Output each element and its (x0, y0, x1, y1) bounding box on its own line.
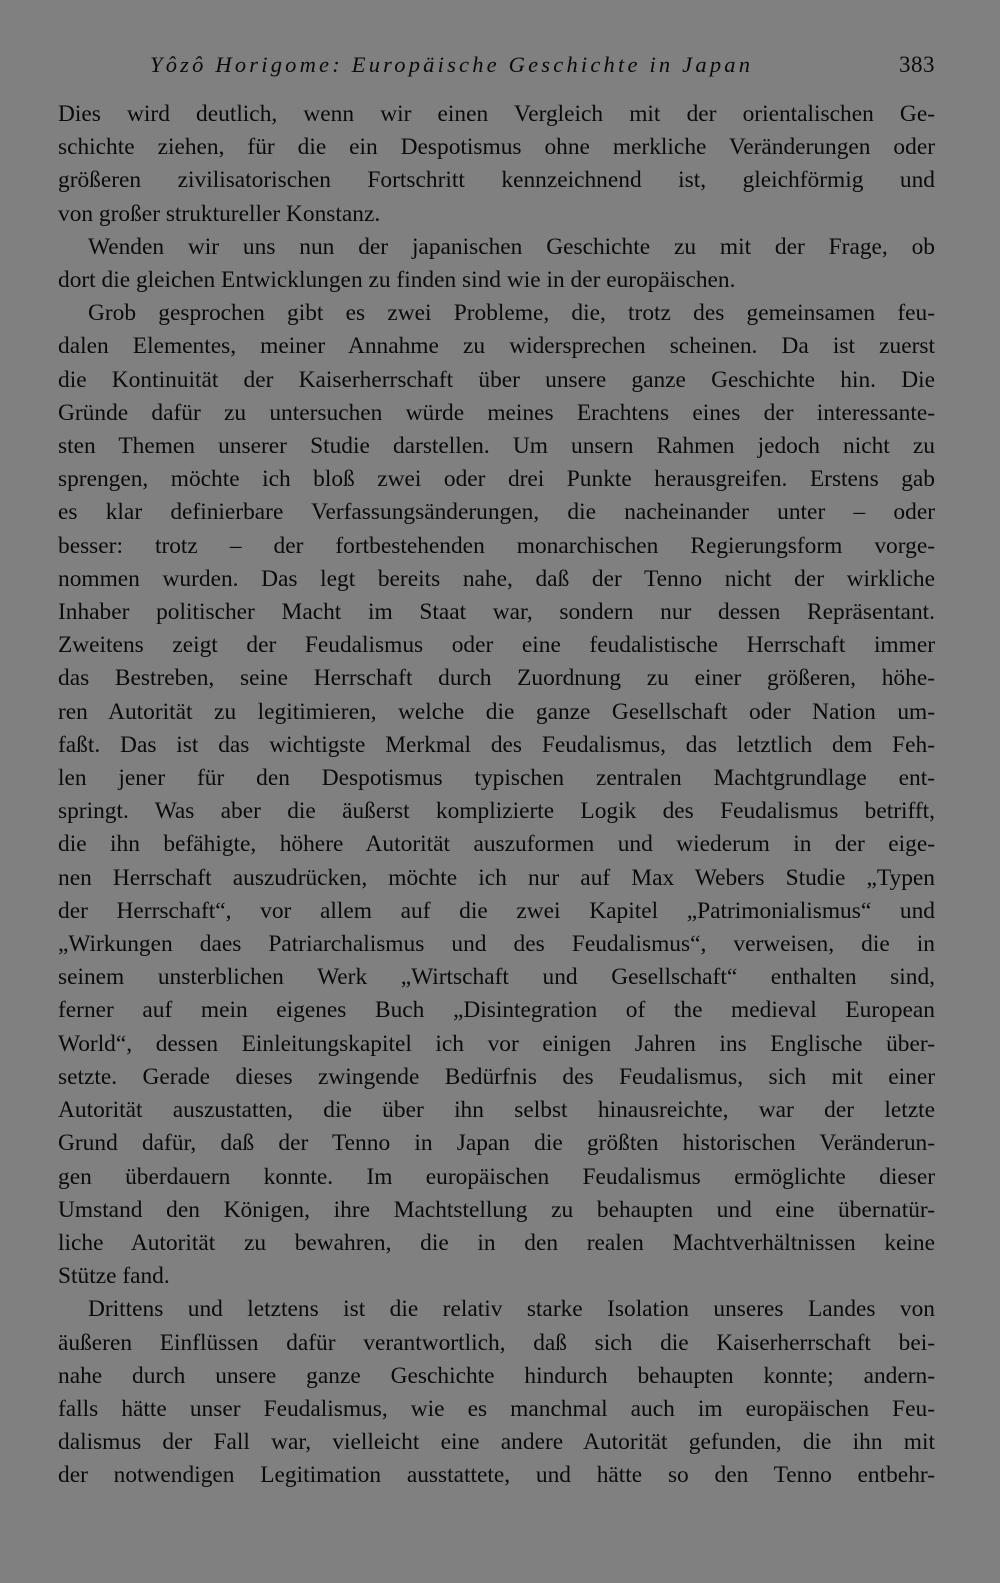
text-line: Inhaber politischer Macht im Staat war, sondern nur dessen Repräsentant. (58, 599, 935, 626)
text-line: der Herrschaft“, vor allem auf die zwei Kapitel „Patrimonialismus“ und (58, 897, 935, 924)
text-line: World“, dessen Einleitungskapitel ich vor einigen Jahren ins Englische über- (58, 1030, 935, 1057)
text-line: äußeren Einflüssen dafür verantwortlich, daß sich die Kaiserherrschaft bei- (58, 1329, 935, 1356)
page-header (58, 48, 935, 88)
text-line: Zweitens zeigt der Feudalismus oder eine feudalistische Herrschaft immer (58, 632, 935, 659)
paragraph (58, 231, 935, 297)
text-line: liche Autorität zu bewahren, die in den realen Machtverhältnissen keine (58, 1229, 935, 1256)
text-line: dalismus der Fall war, vielleicht eine andere Autorität gefunden, die ihn mit (58, 1429, 935, 1456)
text-line: gen überdauern konnte. Im europäischen Feudalismus ermöglichte dieser (58, 1163, 935, 1190)
text-line: nommen wurden. Das legt bereits nahe, daß der Tenno nicht der wirkliche (58, 565, 935, 592)
text-line: Gründe dafür zu untersuchen würde meines Erachtens eines der interessante- (58, 399, 935, 426)
text-line: ren Autorität zu legitimieren, welche die ganze Gesellschaft oder Nation um- (58, 698, 935, 725)
text-line: Drittens und letztens ist die relativ starke Isolation unseres Landes von (88, 1296, 935, 1323)
text-line: Grob gesprochen gibt es zwei Probleme, die, trotz des gemeinsamen feu- (88, 300, 935, 327)
text-line: der notwendigen Legitimation ausstattete, und hätte so den Tenno entbehr- (58, 1462, 935, 1489)
text-line: Autorität auszustatten, die über ihn selbst hinausreichte, war der letzte (58, 1097, 935, 1124)
text-line: ferner auf mein eigenes Buch „Disintegration of the medieval European (58, 997, 935, 1024)
text-line: faßt. Das ist das wichtigste Merkmal des Feudalismus, das letztlich dem Feh- (58, 731, 935, 758)
text-line: sten Themen unserer Studie darstellen. Um unsern Rahmen jedoch nicht zu (58, 433, 935, 460)
running-head: Yôzô Horigome: Europäische Geschichte in Japan (150, 52, 754, 77)
text-line: „Wirkungen daes Patriarchalismus und des Feudalismus“, verweisen, die in (58, 931, 935, 958)
text-line: es klar definierbare Verfassungsänderungen, die nacheinander unter – oder (58, 499, 935, 526)
paragraph (58, 1293, 935, 1492)
text-line: Wenden wir uns nun der japanischen Geschichte zu mit der Frage, ob (88, 233, 935, 260)
text-line: schichte ziehen, für die ein Despotismus ohne merkliche Veränderungen oder (58, 134, 935, 161)
text-line: nahe durch unsere ganze Geschichte hindurch behaupten konnte; andern- (58, 1362, 935, 1389)
text-line: nen Herrschaft auszudrücken, möchte ich nur auf Max Webers Studie „Typen (58, 864, 935, 891)
text-line: die ihn befähigte, höhere Autorität auszuformen und wiederum in der eige- (58, 831, 935, 858)
text-line: Stütze fand. (58, 1263, 170, 1290)
text-line: das Bestreben, seine Herrschaft durch Zuordnung zu einer größeren, höhe- (58, 665, 935, 692)
paragraph (58, 297, 935, 1293)
text-line: Umstand den Königen, ihre Machtstellung zu behaupten und eine übernatür- (58, 1196, 935, 1223)
text-line: besser: trotz – der fortbestehenden monarchischen Regierungsform vorge- (58, 532, 935, 559)
text-line: von großer struktureller Konstanz. (58, 200, 381, 227)
paragraph (58, 98, 935, 231)
text-line: falls hätte unser Feudalismus, wie es manchmal auch im europäischen Feu- (58, 1395, 935, 1422)
text-line: setzte. Gerade dieses zwingende Bedürfnis des Feudalismus, sich mit einer (58, 1063, 935, 1090)
text-line: len jener für den Despotismus typischen zentralen Machtgrundlage ent- (58, 765, 935, 792)
text-line: sprengen, möchte ich bloß zwei oder drei Punkte herausgreifen. Erstens gab (58, 466, 935, 493)
text-line: dalen Elementes, meiner Annahme zu widersprechen scheinen. Da ist zuerst (58, 333, 935, 360)
book-page (58, 48, 935, 1493)
text-line: dort die gleichen Entwicklungen zu finden sind wie in der europäischen. (58, 267, 736, 294)
page-number: 383 (899, 52, 935, 77)
text-line: die Kontinuität der Kaiserherrschaft über unsere ganze Geschichte hin. Die (58, 366, 935, 393)
text-line: seinem unsterblichen Werk „Wirtschaft und Gesellschaft“ enthalten sind, (58, 964, 935, 991)
text-line: größeren zivilisatorischen Fortschritt kennzeichnend ist, gleichförmig und (58, 167, 935, 194)
text-line: springt. Was aber die äußerst komplizierte Logik des Feudalismus betrifft, (58, 798, 935, 825)
text-line: Grund dafür, daß der Tenno in Japan die größten historischen Veränderun- (58, 1130, 935, 1157)
body-text (58, 98, 935, 1493)
text-line: Dies wird deutlich, wenn wir einen Vergleich mit der orientalischen Ge- (58, 101, 935, 127)
